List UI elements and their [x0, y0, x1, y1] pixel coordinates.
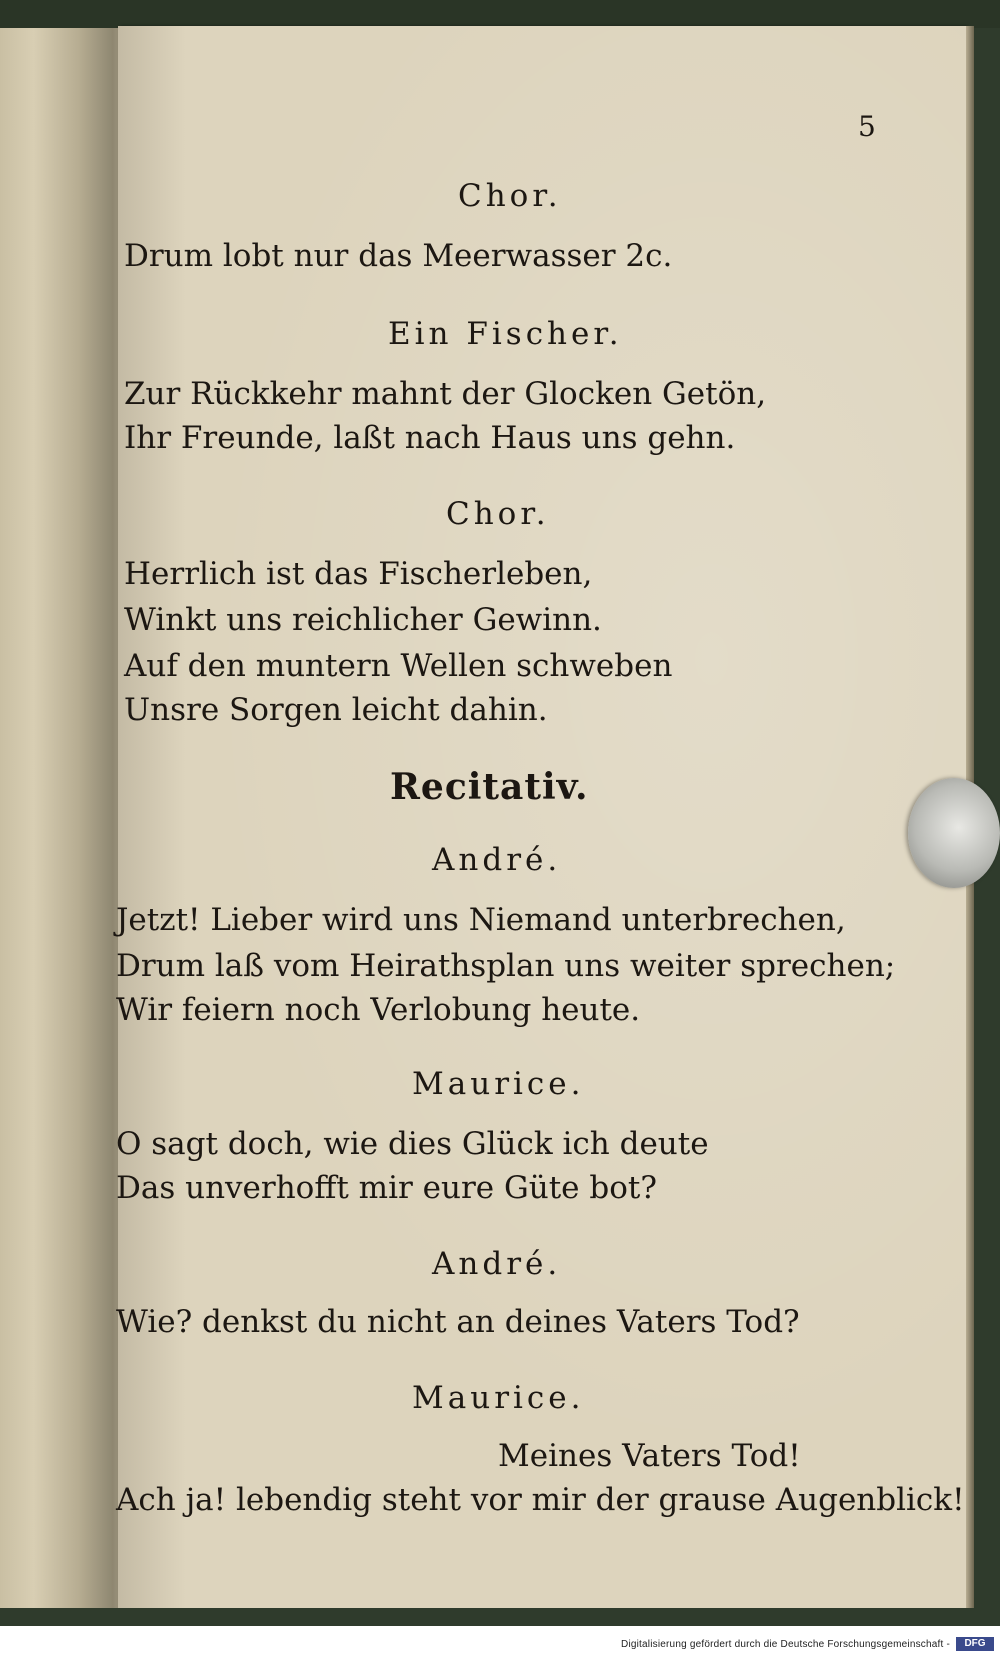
text-line: Wir feiern noch Verlobung heute. — [116, 992, 641, 1028]
text-line: Zur Rückkehr mahnt der Glocken Getön, — [124, 376, 767, 412]
digitization-credit: Digitalisierung gefördert durch die Deutsche Forschungsgemeinschaft - — [621, 1639, 950, 1650]
speaker-heading-fischer: Ein Fischer. — [388, 316, 623, 352]
text-line: Drum laß vom Heirathsplan uns weiter sprechen; — [116, 948, 896, 984]
text-line: Winkt uns reichlicher Gewinn. — [124, 602, 602, 638]
text-line: Auf den muntern Wellen schweben — [124, 648, 673, 684]
scan-frame-bottom — [0, 1608, 1000, 1626]
page-number: 5 — [858, 110, 876, 143]
left-page-edge — [0, 28, 112, 1608]
text-line: Meines Vaters Tod! — [498, 1438, 801, 1474]
text-line: Drum lobt nur das Meerwasser 2c. — [124, 238, 673, 274]
speaker-heading-chor: Chor. — [458, 178, 562, 214]
section-heading-recitativ: Recitativ. — [390, 766, 589, 808]
scanner-thumb — [908, 778, 1000, 888]
text-line: Ihr Freunde, laßt nach Haus uns gehn. — [124, 420, 736, 456]
text-line: Wie? denkst du nicht an deines Vaters Tod? — [116, 1304, 800, 1340]
scan-frame-top — [0, 0, 1000, 28]
speaker-heading-maurice: Maurice. — [412, 1066, 585, 1102]
text-line: O sagt doch, wie dies Glück ich deute — [116, 1126, 709, 1162]
text-line: Unsre Sorgen leicht dahin. — [124, 692, 548, 728]
text-line: Jetzt! Lieber wird uns Niemand unterbrechen, — [116, 902, 846, 938]
footer-band — [0, 1608, 1000, 1654]
text-line: Ach ja! lebendig steht vor mir der grause Augenblick! — [116, 1482, 965, 1518]
speaker-heading-andre: André. — [432, 842, 562, 878]
dfg-logo: DFG — [956, 1637, 994, 1651]
text-line: Das unverhofft mir eure Güte bot? — [116, 1170, 657, 1206]
speaker-heading-andre: André. — [432, 1246, 562, 1282]
text-line: Herrlich ist das Fischerleben, — [124, 556, 593, 592]
speaker-heading-maurice: Maurice. — [412, 1380, 585, 1416]
speaker-heading-chor: Chor. — [446, 496, 550, 532]
